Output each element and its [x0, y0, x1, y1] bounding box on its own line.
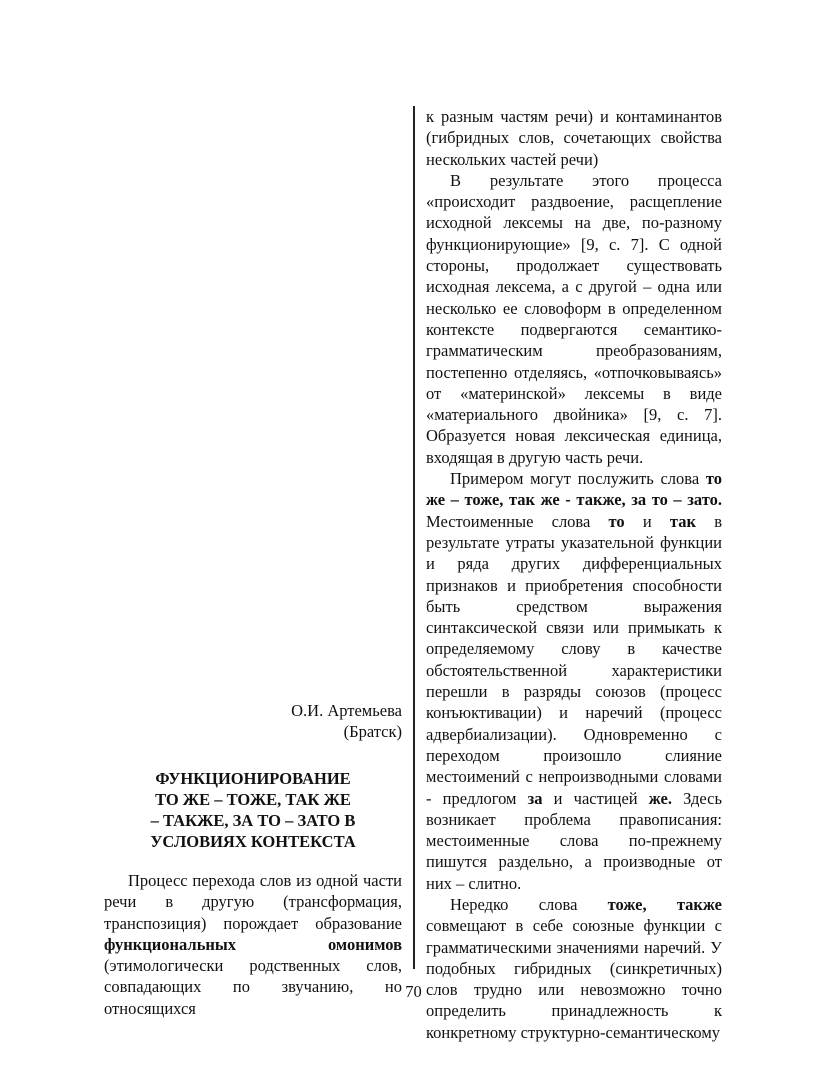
left-column [104, 700, 402, 1019]
paragraph-3 [426, 468, 722, 894]
page-number: 70 [405, 982, 422, 1001]
text-run: и частицей [542, 788, 649, 808]
title-line: – ТАКЖЕ, ЗА ТО – ЗАТО В [150, 811, 356, 830]
bold-term: то же – тоже, так же - также, за то – зато. [426, 469, 722, 510]
bold-term: так [669, 511, 696, 531]
paragraph-4 [426, 894, 722, 1043]
text-run: Здесь возникает проблема правописания: местоименные слова по-прежнему пишутся раздельно, а производные от них – слитно. [426, 788, 722, 893]
column-divider [413, 106, 415, 969]
title-line: ТО ЖЕ – ТОЖЕ, ТАК ЖЕ [155, 790, 351, 809]
text-run: Нередко слова [450, 894, 608, 914]
paragraph-2: В результате этого процесса «происходит раздвоение, расщепление исходной лексемы на две, по-разному функционирующие» [9, с. 7]. С одной стороны, продолжает существовать исходная лексема, а с другой – одна или несколько ее словоформ в определенном контексте подвергаются семантико-грамматическим преобразованиям, постепенно отделяясь, «отпочковываясь» от «материнской» лексемы в виде «материального двойника» [9, с. 7]. Образуется новая лексическая единица, входящая в другую часть речи. [426, 170, 722, 467]
bold-term: то [608, 511, 625, 531]
title-line: УСЛОВИЯХ КОНТЕКСТА [150, 832, 356, 851]
text-run: совмещают в себе союзные функции с грамматическими значениями наречий. У подобных гибридных (синкретичных) слов трудно или невозможно точно определить принадлежность к конкретному структурно-семантическому [426, 916, 722, 1042]
right-column [426, 106, 722, 1043]
title-line: ФУНКЦИОНИРОВАНИЕ [155, 769, 351, 788]
author-city: (Братск) [343, 722, 402, 741]
bold-term: же. [648, 788, 672, 808]
continuation-paragraph: к разным частям речи) и контаминантов (гибридных слов, сочетающих свойства нескольких частей речи) [426, 107, 722, 169]
text-run: Примером могут послужить слова [450, 469, 706, 489]
bold-term: за [527, 788, 543, 808]
author-name: О.И. Артемьева [291, 701, 402, 720]
text-run: (этимологически родственных слов, совпадающих по звучанию, но относящихся [104, 956, 402, 1018]
text-run: Местоименные слова [426, 511, 609, 531]
bold-term: тоже, также [607, 894, 722, 914]
bold-term: функциональных омонимов [104, 934, 402, 954]
text-run: и [624, 511, 670, 531]
text-run: Процесс перехода слов из одной части речи в другую (трансформация, транспозиция) порождает образование [104, 871, 402, 933]
article-title [104, 768, 402, 852]
text-run: в результате утраты указательной функции и ряда других дифференциальных признаков и приобретения способности быть средством выражения синтаксической связи или примыкать к определяемому слову в качестве обстоятельственной характеристики перешли в разряды союзов (процесс конъюктивации) и наречий (процесс адвербиализации). Одновременно с переходом произошло слияние местоимений с непроизводными словами - предлогом [426, 511, 722, 808]
